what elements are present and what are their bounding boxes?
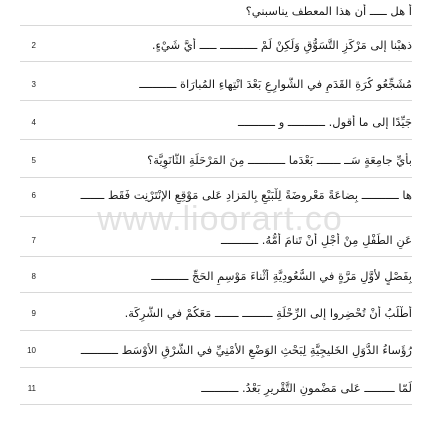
item-sentence: لَمّا ـــــــــ عَلى مَضْمونِ التَّقْريرِ بَعْدُ. ـــــــــــ — [201, 380, 412, 395]
exercise-item — [20, 182, 412, 204]
item-number: 6 — [31, 191, 36, 200]
item-sentence: رُؤَساءُ الدُّوَلِ الخَليجِيَّةِ لِبَحْثِ الوَضْعِ الأَمْنِيِّ في الشَّرْقِ الأَوْسَط ـــــــــــ — [80, 342, 412, 357]
exercise-item — [20, 32, 412, 54]
item-sentence: جَيِّدًا إلى ما أقول. ـــــــــــ و ـــــــــــ — [237, 114, 412, 129]
item-sentence: ها ـــــــــــ بِضاعَةً مَعْروضَةً لِلْبَيْعِ بِالمَزادِ عَلى مَوْقِعِ الإنْتَرْنِت فَقَط ـــــــ — [80, 187, 412, 202]
exercise-item — [20, 71, 412, 93]
row-divider — [20, 139, 412, 140]
item-number: 7 — [31, 236, 36, 245]
row-divider — [20, 61, 412, 62]
exercise-item — [20, 147, 412, 169]
item-sentence: أ هل ـــــ أن هذا المعطف يناسبني؟ — [245, 3, 412, 18]
row-divider — [20, 404, 412, 405]
item-number: 2 — [31, 41, 36, 50]
exercise-item — [20, 227, 412, 249]
item-sentence: أَطْلُبُ أنْ تُحْضِروا إلى الرِّحْلَةِ ـــــــــ ـــــــ مَعَكُمْ في الشَّرِكَة. — [124, 305, 412, 320]
row-divider — [20, 216, 412, 217]
row-divider — [20, 367, 412, 368]
exercise-item — [20, 300, 412, 322]
row-divider — [20, 292, 412, 293]
item-sentence: بأيِّ جامِعَةٍ سَــ ـــــــ بَعْدَما ـــــــــــ مِنَ المَرْحَلَةِ الثَّانَوِيَّة؟ — [147, 152, 412, 167]
row-divider — [20, 330, 412, 331]
exercise-item — [20, 109, 412, 131]
row-divider — [20, 25, 412, 26]
exercise-item — [20, 375, 412, 397]
item-number: 5 — [31, 156, 36, 165]
item-number: 8 — [31, 272, 36, 281]
item-number — [20, 16, 36, 20]
site-watermark: www.lioorart.co — [97, 200, 343, 238]
row-divider — [20, 100, 412, 101]
item-sentence: ذهبْنا إلى مَرْكَزِ التَّسَوُّقِ وَلَكِنْ لَمْ ـــــــــــ ـــــ أيَّ شَيْءٍ. — [151, 37, 412, 52]
item-sentence: عَنِ الطِّفْلِ مِنْ أَجْلِ أَنْ تَنامَ أُمُّهُ. ـــــــــــ — [221, 232, 412, 247]
item-number: 11 — [27, 384, 36, 393]
exercise-item — [20, 0, 412, 20]
item-number: 10 — [27, 346, 36, 355]
item-number: 4 — [31, 118, 36, 127]
item-number: 9 — [31, 309, 36, 318]
item-number: 3 — [31, 80, 36, 89]
exercise-item — [20, 337, 412, 359]
exercise-item — [20, 263, 412, 285]
item-sentence: بِفَصْلٍ لأوَّلِ مَرَّةٍ في السُّعُودِيَّةِ أَثْناءَ مَوْسِمِ الحَجِّ ـــــــــــ — [151, 268, 412, 283]
row-divider — [20, 177, 412, 178]
item-sentence: مُشَجِّعُو كُرَةِ القَدَمِ في الشَّوارِعِ بَعْدَ انْتِهاءِ المُبارَاة ـــــــــــ — [139, 76, 412, 91]
row-divider — [20, 256, 412, 257]
